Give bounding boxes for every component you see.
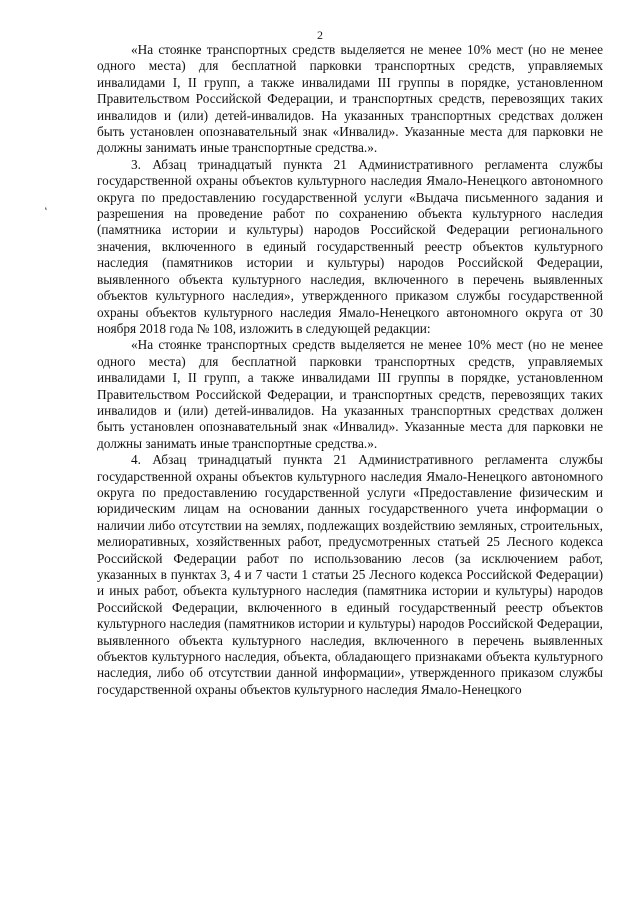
paragraph-item-3: 3. Абзац тринадцатый пункта 21 Административного регламента службы государственной охраны объектов культурного наследия Ямало-Ненецкого автономного округа по предоставлению государственной услуги «Выдача письменного задания и разрешения на проведение работ по сохранению объекта культурного наследия (памятника истории и культуры) народов Российской Федерации регионального значения, включенного в единый государственный реестр объектов культурного наследия (памятников истории и культуры) народов Российской Федерации, выявленного объекта культурного наследия, включенного в перечень выявленных объектов культурного наследия», утвержденного приказом службы государственной охраны объектов культурного наследия Ямало-Ненецкого автономного округа от 30 ноября 2018 года № 108, изложить в следующей редакции: xyxy=(97,156,603,336)
scan-artifact-mark: ʻ xyxy=(43,204,51,218)
paragraph-quote-1: «На стоянке транспортных средств выделяется не менее 10% мест (но не менее одного места) для бесплатной парковки транспортных средств, управляемых инвалидами I, II групп, а также инвалидами III группы в порядке, установленном Правительством Российской Федерации, и транспортных средств, перевозящих таких инвалидов и (или) детей-инвалидов. На указанных транспортных средствах должен быть установлен опознавательный знак «Инвалид». Указанные места для парковки не должны занимать иные транспортные средства.». xyxy=(97,42,603,156)
document-body xyxy=(97,42,603,698)
paragraph-item-4: 4. Абзац тринадцатый пункта 21 Административного регламента службы государственной охраны объектов культурного наследия Ямало-Ненецкого автономного округа по предоставлению государственной услуги «Предоставление физическим и юридическим лицам на основании данных государственного учета информации о наличии либо отсутствии на землях, подлежащих воздействию земляных, строительных, мелиоративных, хозяйственных работ, предусмотренных статьей 25 Лесного кодекса Российской Федерации работ по использованию лесов (за исключением работ, указанных в пунктах 3, 4 и 7 части 1 статьи 25 Лесного кодекса Российской Федерации) и иных работ, объекта культурного наследия (памятника истории и культуры) народов Российской Федерации, включенного в единый государственный реестр объектов культурного наследия (памятников истории и культуры) народов Российской Федерации, выявленного объекта культурного наследия, включенного в перечень выявленных объектов культурного наследия, объекта, обладающего признаками объекта культурного наследия, либо об отсутствии данной информации», утвержденного приказом службы государственной охраны объектов культурного наследия Ямало-Ненецкого xyxy=(97,452,603,697)
paragraph-quote-2: «На стоянке транспортных средств выделяется не менее 10% мест (но не менее одного места) для бесплатной парковки транспортных средств, управляемых инвалидами I, II групп, а также инвалидами III группы в порядке, установленном Правительством Российской Федерации, и транспортных средств, перевозящих таких инвалидов и (или) детей-инвалидов. На указанных транспортных средствах должен быть установлен опознавательный знак «Инвалид». Указанные места для парковки не должны занимать иные транспортные средства.». xyxy=(97,337,603,451)
page-number: 2 xyxy=(317,28,323,42)
